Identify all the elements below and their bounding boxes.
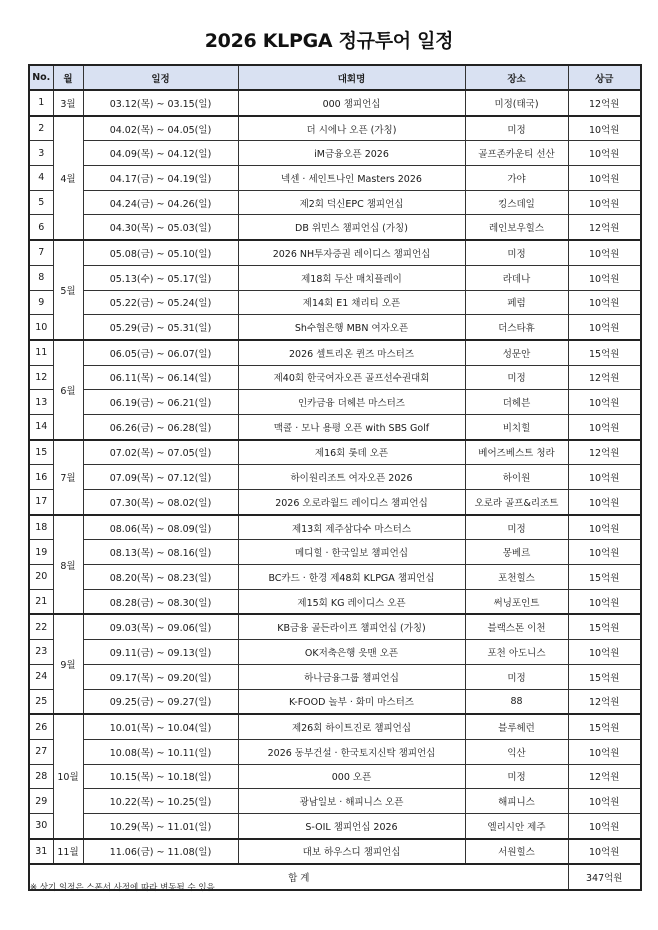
cell-date: 08.20(목) ~ 08.23(일) (83, 565, 238, 590)
page-title: 2026 KLPGA 정규투어 일정 (204, 30, 454, 52)
cell-month: 7월 (53, 440, 83, 515)
cell-no: 22 (29, 614, 53, 639)
table-row (29, 265, 641, 290)
cell-venue: 블랙스톤 이천 (465, 614, 568, 639)
cell-date: 10.08(목) ~ 10.11(일) (83, 739, 238, 764)
cell-name: BC카드 · 한경 제48회 KLPGA 챔피언십 (238, 565, 465, 590)
cell-venue: 익산 (465, 739, 568, 764)
cell-venue: 레인보우힐스 (465, 215, 568, 240)
cell-name: 맥콜 · 모나 용평 오픈 with SBS Golf (238, 414, 465, 439)
table-row (29, 640, 641, 665)
cell-prize: 15억원 (568, 714, 641, 739)
cell-prize: 12억원 (568, 365, 641, 390)
cell-name: 제2회 덕신EPC 챔피언십 (238, 190, 465, 215)
cell-name: S-OIL 챔피언십 2026 (238, 813, 465, 838)
cell-no: 14 (29, 414, 53, 439)
cell-no: 18 (29, 515, 53, 540)
header-row (29, 65, 641, 90)
cell-no: 1 (29, 90, 53, 116)
cell-name: DB 위민스 챔피언십 (가칭) (238, 215, 465, 240)
cell-venue: 미정 (465, 365, 568, 390)
table-row (29, 689, 641, 714)
cell-date: 09.11(금) ~ 09.13(일) (83, 640, 238, 665)
cell-no: 6 (29, 215, 53, 240)
cell-prize: 10억원 (568, 390, 641, 415)
total-label: 합 계 (29, 864, 568, 890)
table-row (29, 789, 641, 814)
cell-prize: 10억원 (568, 490, 641, 515)
cell-no: 26 (29, 714, 53, 739)
cell-prize: 10억원 (568, 166, 641, 191)
table-row (29, 739, 641, 764)
cell-venue: 오로라 골프&리조트 (465, 490, 568, 515)
cell-no: 17 (29, 490, 53, 515)
cell-name: 인카금융 더헤븐 마스터즈 (238, 390, 465, 415)
table-row (29, 839, 641, 865)
cell-date: 10.22(목) ~ 10.25(일) (83, 789, 238, 814)
cell-name: iM금융오픈 2026 (238, 141, 465, 166)
cell-no: 24 (29, 664, 53, 689)
header-date: 일정 (83, 65, 238, 90)
table-row (29, 90, 641, 116)
cell-prize: 15억원 (568, 664, 641, 689)
cell-venue: 블루헤런 (465, 714, 568, 739)
cell-prize: 10억원 (568, 739, 641, 764)
cell-name: 제14회 E1 채리티 오픈 (238, 290, 465, 315)
cell-no: 15 (29, 440, 53, 465)
cell-name: OK저축은행 읏맨 오픈 (238, 640, 465, 665)
cell-no: 2 (29, 116, 53, 141)
table-row (29, 240, 641, 265)
table-row (29, 764, 641, 789)
cell-month: 11월 (53, 839, 83, 865)
cell-venue: 더헤븐 (465, 390, 568, 415)
cell-name: K-FOOD 놀부 · 화미 마스터즈 (238, 689, 465, 714)
cell-month: 4월 (53, 116, 83, 240)
cell-venue: 더스타휴 (465, 315, 568, 340)
cell-no: 25 (29, 689, 53, 714)
cell-prize: 12억원 (568, 764, 641, 789)
cell-name: 제13회 제주삼다수 마스터스 (238, 515, 465, 540)
cell-date: 04.17(금) ~ 04.19(일) (83, 166, 238, 191)
cell-date: 07.09(목) ~ 07.12(일) (83, 465, 238, 490)
cell-name: 대보 하우스디 챔피언십 (238, 839, 465, 865)
table-row (29, 614, 641, 639)
cell-name: 제16회 롯데 오픈 (238, 440, 465, 465)
cell-no: 31 (29, 839, 53, 865)
cell-date: 09.25(금) ~ 09.27(일) (83, 689, 238, 714)
cell-name: 제26회 하이트진로 챔피언십 (238, 714, 465, 739)
table-row (29, 565, 641, 590)
cell-name: 메디힐 · 한국일보 챔피언십 (238, 540, 465, 565)
cell-no: 27 (29, 739, 53, 764)
cell-name: 제15회 KG 레이디스 오픈 (238, 589, 465, 614)
cell-prize: 10억원 (568, 315, 641, 340)
cell-no: 21 (29, 589, 53, 614)
cell-no: 7 (29, 240, 53, 265)
cell-name: KB금융 골든라이프 챔피언십 (가칭) (238, 614, 465, 639)
cell-name: 2026 셀트리온 퀸즈 마스터즈 (238, 340, 465, 365)
header-prize: 상금 (568, 65, 641, 90)
schedule-body (29, 90, 641, 864)
cell-prize: 10억원 (568, 240, 641, 265)
cell-venue: 써닝포인트 (465, 589, 568, 614)
cell-month: 3월 (53, 90, 83, 116)
cell-prize: 10억원 (568, 515, 641, 540)
cell-prize: 12억원 (568, 90, 641, 116)
cell-name: 000 오픈 (238, 764, 465, 789)
cell-date: 03.12(목) ~ 03.15(일) (83, 90, 238, 116)
table-row (29, 589, 641, 614)
cell-venue: 미정 (465, 515, 568, 540)
cell-date: 04.09(목) ~ 04.12(일) (83, 141, 238, 166)
cell-name: 2026 오로라월드 레이디스 챔피언십 (238, 490, 465, 515)
cell-date: 06.19(금) ~ 06.21(일) (83, 390, 238, 415)
cell-date: 05.08(금) ~ 05.10(일) (83, 240, 238, 265)
cell-venue: 페럼 (465, 290, 568, 315)
cell-date: 06.26(금) ~ 06.28(일) (83, 414, 238, 439)
cell-venue: 미정 (465, 664, 568, 689)
table-row (29, 365, 641, 390)
cell-venue: 미정 (465, 764, 568, 789)
cell-no: 13 (29, 390, 53, 415)
cell-no: 30 (29, 813, 53, 838)
table-row (29, 540, 641, 565)
cell-venue: 가야 (465, 166, 568, 191)
cell-date: 05.29(금) ~ 05.31(일) (83, 315, 238, 340)
cell-no: 11 (29, 340, 53, 365)
cell-date: 09.03(목) ~ 09.06(일) (83, 614, 238, 639)
cell-no: 16 (29, 465, 53, 490)
table-row (29, 664, 641, 689)
cell-prize: 10억원 (568, 813, 641, 838)
table-row (29, 440, 641, 465)
cell-venue: 성문안 (465, 340, 568, 365)
table-row (29, 315, 641, 340)
table-row (29, 215, 641, 240)
cell-venue: 포천 아도니스 (465, 640, 568, 665)
cell-name: 하나금융그룹 챔피언십 (238, 664, 465, 689)
cell-prize: 15억원 (568, 340, 641, 365)
cell-name: 더 시에나 오픈 (가칭) (238, 116, 465, 141)
cell-no: 4 (29, 166, 53, 191)
header-venue: 장소 (465, 65, 568, 90)
cell-venue: 킹스데일 (465, 190, 568, 215)
cell-venue: 미정 (465, 116, 568, 141)
cell-name: 제40회 한국여자오픈 골프선수권대회 (238, 365, 465, 390)
cell-month: 10월 (53, 714, 83, 838)
cell-prize: 12억원 (568, 440, 641, 465)
cell-no: 9 (29, 290, 53, 315)
cell-name: 넥센 · 세인트나인 Masters 2026 (238, 166, 465, 191)
cell-venue: 베어즈베스트 청라 (465, 440, 568, 465)
cell-name: Sh수협은행 MBN 여자오픈 (238, 315, 465, 340)
cell-venue: 해피니스 (465, 789, 568, 814)
cell-date: 10.01(목) ~ 10.04(일) (83, 714, 238, 739)
cell-prize: 10억원 (568, 265, 641, 290)
table-row (29, 116, 641, 141)
cell-venue: 포천힐스 (465, 565, 568, 590)
cell-venue: 라데나 (465, 265, 568, 290)
cell-no: 3 (29, 141, 53, 166)
cell-prize: 10억원 (568, 589, 641, 614)
cell-prize: 10억원 (568, 465, 641, 490)
cell-name: 2026 NH투자증권 레이디스 챔피언십 (238, 240, 465, 265)
table-row (29, 390, 641, 415)
table-row (29, 490, 641, 515)
cell-month: 5월 (53, 240, 83, 340)
cell-venue: 골프존카운티 선산 (465, 141, 568, 166)
cell-no: 28 (29, 764, 53, 789)
cell-prize: 12억원 (568, 689, 641, 714)
cell-date: 05.13(수) ~ 05.17(일) (83, 265, 238, 290)
cell-date: 10.29(목) ~ 11.01(일) (83, 813, 238, 838)
schedule-table (28, 64, 642, 891)
cell-date: 04.24(금) ~ 04.26(일) (83, 190, 238, 215)
header-name: 대회명 (238, 65, 465, 90)
cell-prize: 12억원 (568, 215, 641, 240)
cell-prize: 10억원 (568, 116, 641, 141)
cell-month: 6월 (53, 340, 83, 440)
cell-name: 광남일보 · 해피니스 오픈 (238, 789, 465, 814)
cell-no: 23 (29, 640, 53, 665)
cell-month: 8월 (53, 515, 83, 615)
cell-no: 12 (29, 365, 53, 390)
table-row (29, 414, 641, 439)
cell-date: 08.13(목) ~ 08.16(일) (83, 540, 238, 565)
cell-venue: 몽베르 (465, 540, 568, 565)
cell-date: 04.30(목) ~ 05.03(일) (83, 215, 238, 240)
cell-prize: 10억원 (568, 414, 641, 439)
table-row (29, 515, 641, 540)
cell-prize: 10억원 (568, 839, 641, 865)
cell-no: 19 (29, 540, 53, 565)
cell-date: 08.06(목) ~ 08.09(일) (83, 515, 238, 540)
cell-date: 06.05(금) ~ 06.07(일) (83, 340, 238, 365)
total-prize: 347억원 (568, 864, 641, 890)
cell-date: 06.11(목) ~ 06.14(일) (83, 365, 238, 390)
cell-prize: 10억원 (568, 789, 641, 814)
table-row (29, 714, 641, 739)
cell-prize: 10억원 (568, 540, 641, 565)
cell-date: 07.02(목) ~ 07.05(일) (83, 440, 238, 465)
table-row (29, 340, 641, 365)
cell-prize: 10억원 (568, 640, 641, 665)
cell-venue: 엘리시안 제주 (465, 813, 568, 838)
table-row (29, 166, 641, 191)
cell-prize: 15억원 (568, 614, 641, 639)
cell-no: 29 (29, 789, 53, 814)
cell-date: 04.02(목) ~ 04.05(일) (83, 116, 238, 141)
table-row (29, 813, 641, 838)
cell-date: 11.06(금) ~ 11.08(일) (83, 839, 238, 865)
cell-name: 하이원리조트 여자오픈 2026 (238, 465, 465, 490)
cell-date: 07.30(목) ~ 08.02(일) (83, 490, 238, 515)
cell-venue: 비치힐 (465, 414, 568, 439)
cell-venue: 서원힐스 (465, 839, 568, 865)
cell-venue: 하이원 (465, 465, 568, 490)
header-month: 월 (53, 65, 83, 90)
table-row (29, 141, 641, 166)
cell-no: 8 (29, 265, 53, 290)
cell-name: 000 챔피언십 (238, 90, 465, 116)
cell-name: 제18회 두산 매치플레이 (238, 265, 465, 290)
footnote: ※ 상기 일정은 스폰서 사정에 따라 변동될 수 있음 (30, 883, 215, 893)
cell-prize: 10억원 (568, 141, 641, 166)
cell-month: 9월 (53, 614, 83, 714)
header-no: No. (29, 65, 53, 90)
cell-prize: 10억원 (568, 190, 641, 215)
table-row (29, 290, 641, 315)
cell-prize: 10억원 (568, 290, 641, 315)
cell-date: 10.15(목) ~ 10.18(일) (83, 764, 238, 789)
table-row (29, 190, 641, 215)
cell-date: 08.28(금) ~ 08.30(일) (83, 589, 238, 614)
cell-name: 2026 동부건설 · 한국토지신탁 챔피언십 (238, 739, 465, 764)
cell-venue: 미정(태국) (465, 90, 568, 116)
cell-no: 20 (29, 565, 53, 590)
table-row (29, 465, 641, 490)
cell-date: 09.17(목) ~ 09.20(일) (83, 664, 238, 689)
cell-venue: 미정 (465, 240, 568, 265)
cell-venue: 88 (465, 689, 568, 714)
cell-no: 5 (29, 190, 53, 215)
cell-date: 05.22(금) ~ 05.24(일) (83, 290, 238, 315)
cell-no: 10 (29, 315, 53, 340)
cell-prize: 15억원 (568, 565, 641, 590)
